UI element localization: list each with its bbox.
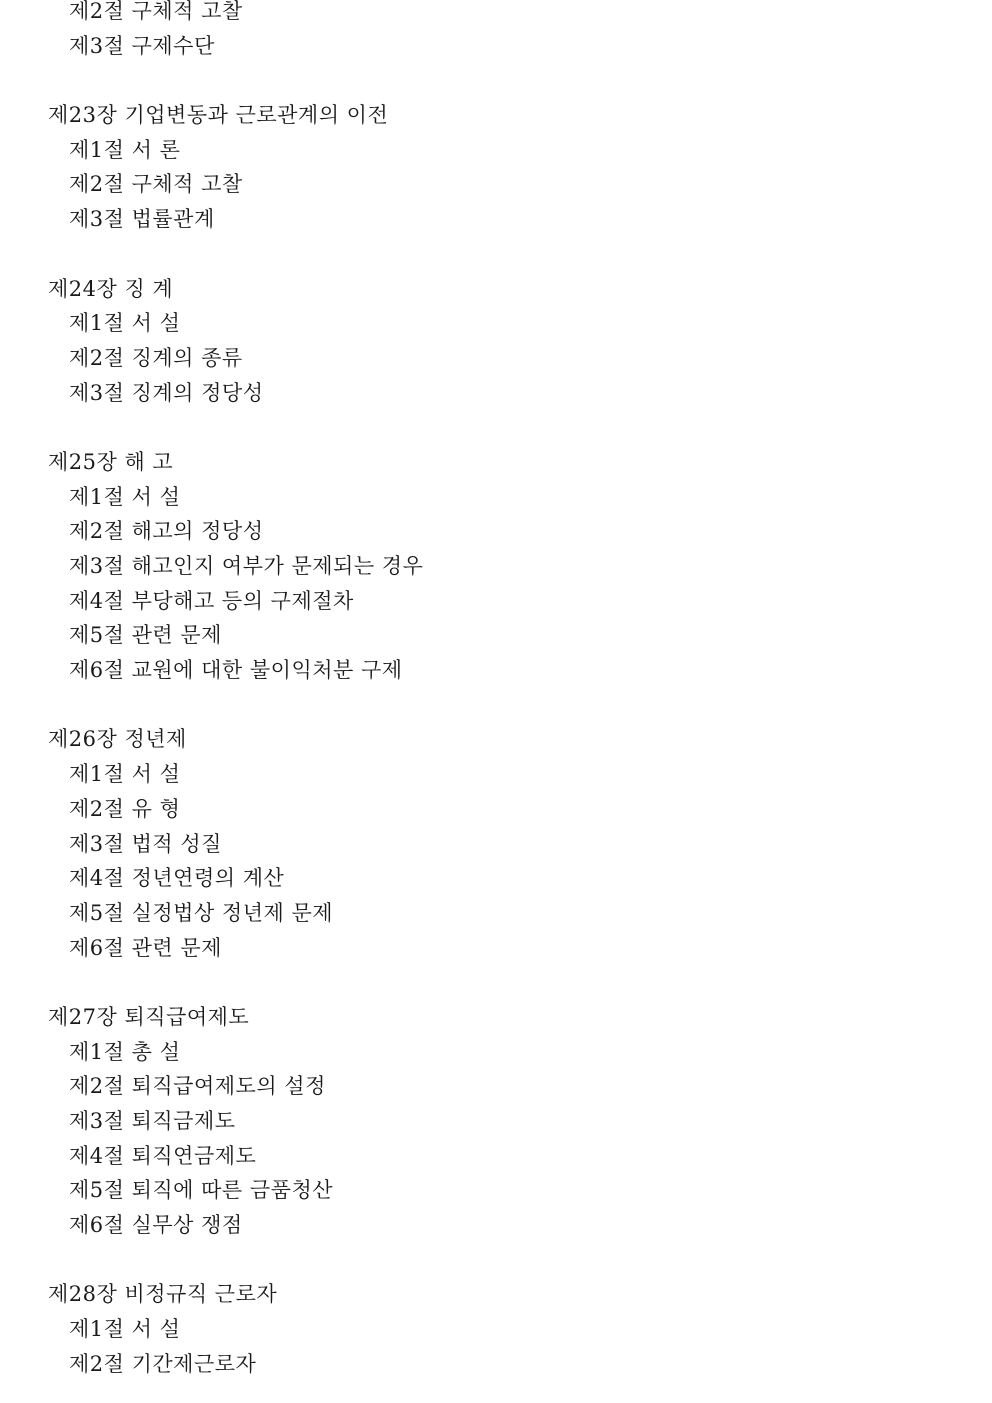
spacer [48, 410, 948, 445]
toc-section: 제3절 법적 성질 [69, 831, 222, 856]
toc-section: 제3절 해고인지 여부가 문제되는 경우 [69, 554, 424, 578]
toc-section: 제4절 퇴직연금제도 [69, 1143, 257, 1168]
toc-section: 제2절 해고의 정당성 [69, 519, 264, 544]
chapter-title: 제27장 퇴직급여제도 [48, 1004, 250, 1029]
chapter-title: 제25장 해 고 [48, 449, 174, 474]
spacer [48, 688, 948, 723]
spacer [48, 1243, 948, 1278]
toc-section: 제4절 부당해고 등의 구제절차 [69, 588, 354, 613]
chapter-title: 제23장 기업변동과 근로관계의 이전 [48, 103, 389, 128]
toc-section: 제2절 구체적 고찰 [69, 0, 243, 23]
table-of-contents [48, 0, 948, 1382]
toc-section: 제5절 실정법상 정년제 문제 [69, 900, 334, 925]
toc-section: 제4절 정년연령의 계산 [69, 866, 285, 891]
toc-section: 제5절 퇴직에 따른 금품청산 [69, 1178, 334, 1203]
toc-section: 제2절 징계의 종류 [69, 345, 243, 370]
toc-section: 제3절 법률관계 [69, 207, 215, 232]
toc-section: 제1절 서 설 [69, 311, 181, 336]
toc-section: 제2절 구체적 고찰 [69, 172, 243, 197]
toc-section: 제1절 서 론 [69, 137, 181, 162]
toc-section: 제2절 퇴직급여제도의 설정 [69, 1074, 326, 1099]
toc-section: 제2절 기간제근로자 [69, 1351, 257, 1376]
toc-section: 제6절 관련 문제 [69, 935, 222, 960]
toc-section: 제1절 총 설 [69, 1039, 181, 1064]
chapter-title: 제24장 징 계 [48, 276, 174, 301]
toc-section: 제6절 실무상 쟁점 [69, 1213, 243, 1238]
toc-section: 제3절 징계의 정당성 [69, 380, 264, 405]
spacer [48, 965, 948, 1000]
toc-section: 제6절 교원에 대한 불이익처분 구제 [69, 658, 403, 683]
spacer [48, 63, 948, 98]
spacer [48, 237, 948, 272]
toc-section: 제2절 유 형 [69, 796, 181, 821]
chapter-title: 제26장 정년제 [48, 727, 187, 752]
chapter-title: 제28장 비정규직 근로자 [48, 1282, 278, 1307]
toc-section: 제3절 구제수단 [69, 33, 215, 58]
toc-section: 제1절 서 설 [69, 1317, 181, 1342]
toc-section: 제1절 서 설 [69, 484, 181, 509]
toc-section: 제5절 관련 문제 [69, 623, 222, 648]
toc-section: 제1절 서 설 [69, 762, 181, 787]
toc-section: 제3절 퇴직금제도 [69, 1109, 236, 1133]
